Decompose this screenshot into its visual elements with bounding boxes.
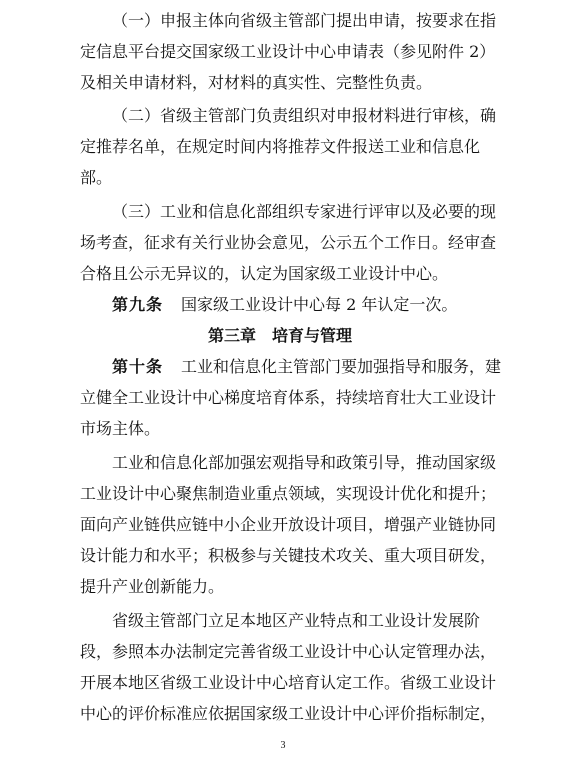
paragraph-6-line-3: 开展本地区省级工业设计中心培育认定工作。省级工业设计: [80, 673, 497, 692]
article-9-label: 第九条: [112, 295, 164, 314]
article-10-text: 工业和信息化主管部门要加强指导和服务，建: [181, 357, 502, 376]
chapter-3-heading: 第三章 培育与管理: [207, 326, 352, 345]
paragraph-3-line-2: 场考查，征求有关行业协会意见，公示五个工作日。经审查: [80, 233, 497, 252]
paragraph-5-line-5: 提升产业创新能力。: [80, 577, 225, 596]
paragraph-5-line-1: 工业和信息化部加强宏观指导和政策引导，推动国家级: [112, 453, 497, 472]
article-10-line-1: [112, 352, 502, 382]
article-10-line-3: 市场主体。: [80, 419, 161, 438]
paragraph-6-line-2: 段，参照本办法制定完善省级工业设计中心认定管理办法，: [80, 642, 497, 661]
paragraph-2-line-3: 部。: [80, 168, 113, 187]
article-9: [112, 290, 480, 320]
paragraph-1-line-2: 定信息平台提交国家级工业设计中心申请表（参见附件 2）: [80, 42, 496, 61]
paragraph-5-line-2: 工业设计中心聚焦制造业重点领域，实现设计优化和提升；: [80, 484, 497, 503]
paragraph-6-line-4: 中心的评价标准应依据国家级工业设计中心评价指标制定，: [80, 704, 497, 723]
paragraph-2-line-2: 定推荐名单，在规定时间内将推荐文件报送工业和信息化: [80, 137, 481, 156]
paragraph-6-line-1: 省级主管部门立足本地区产业特点和工业设计发展阶: [112, 611, 481, 630]
article-10-label: 第十条: [112, 357, 164, 376]
paragraph-5-line-3: 面向产业链供应链中小企业开放设计项目，增强产业链协同: [80, 515, 497, 534]
paragraph-2-line-1: （二）省级主管部门负责组织对申报材料进行审核，确: [112, 106, 497, 125]
article-9-text: 国家级工业设计中心每 2 年认定一次。: [181, 295, 458, 314]
paragraph-3-line-1: （三）工业和信息化部组织专家进行评审以及必要的现: [112, 202, 497, 221]
paragraph-1-line-3: 及相关申请材料，对材料的真实性、完整性负责。: [80, 73, 433, 92]
paragraph-1-line-1: （一）申报主体向省级主管部门提出申请，按要求在指: [112, 11, 497, 30]
paragraph-5-line-4: 设计能力和水平；积极参与关键技术攻关、重大项目研发，: [80, 546, 497, 565]
paragraph-3-line-3: 合格且公示无异议的，认定为国家级工业设计中心。: [80, 264, 449, 283]
article-10-line-2: 立健全工业设计中心梯度培育体系，持续培育壮大工业设计: [80, 388, 497, 407]
page-number: 3: [280, 740, 286, 751]
